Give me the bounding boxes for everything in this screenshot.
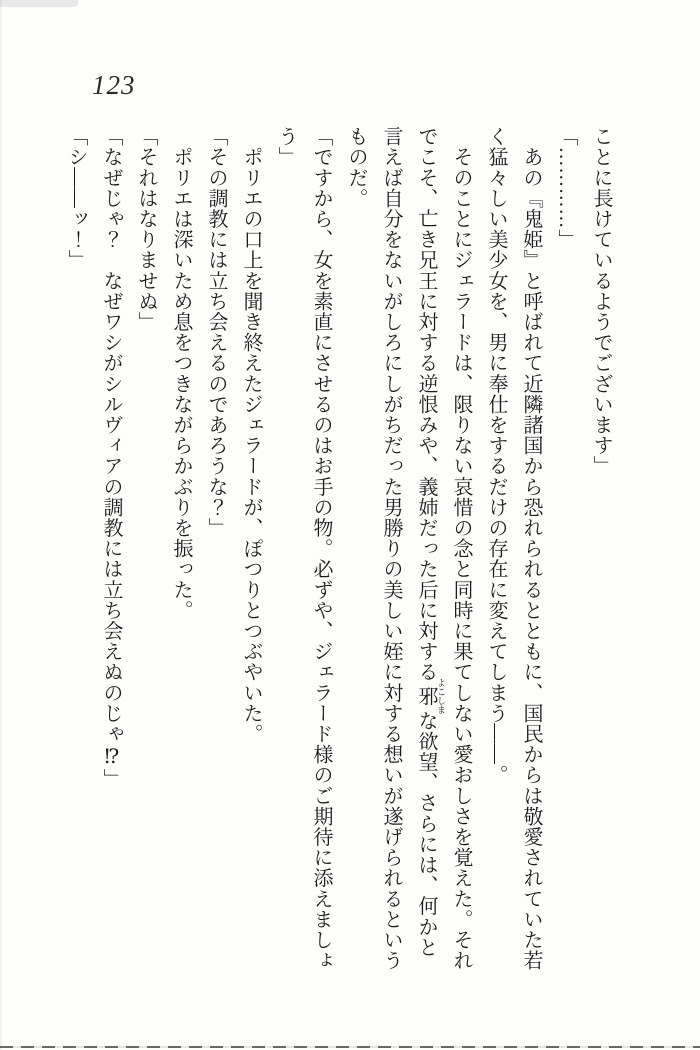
furigana-ruby: 邪 よこしま [415, 678, 446, 715]
page-bottom-edge-artifact [0, 1046, 700, 1048]
paragraph: 「その調教には立ち会えるのであろうな？」 [205, 126, 227, 538]
page-top-edge-artifact [0, 0, 78, 7]
page-number: 123 [92, 70, 136, 100]
paragraph: 「ですから、女を素直にさせるのはお手の物。必ずや、ジェラード様のご期待に添えましょう」 [275, 126, 332, 971]
text-body [56, 126, 618, 971]
paragraph: ポリエの口上を聞き終えたジェラードが、ぽつりとつぶやいた。 [240, 126, 262, 744]
page-left-edge-artifact [0, 0, 2, 1050]
paragraph: 「なぜじゃ？ なぜワシがシルヴィアの調教には立ち会えぬのじゃ⁉」 [100, 126, 122, 790]
paragraph: 「…………」 [555, 126, 577, 250]
paragraph: そのことにジェラードは、限りない哀惜の念と同時に果てしない愛おしさを覚えた。それでこそ、亡き兄王に対する逆恨みや、義姉だった后に対する邪 よこしまな欲望、さらには、何かと言えば自分をないがしろにしがちだった男勝りの美しい姪に対する想いが遂げられるというものだ。 [345, 126, 472, 971]
paragraph: ことに長けているようでございます」 [590, 126, 612, 477]
paragraph: 「シ――ッ！」 [65, 126, 87, 271]
paragraph: あの『鬼姫』と呼ばれて近隣諸国から恐れられるとともに、国民からは敬愛されていた若く猛々しい美少女を、男に奉仕をするだけの存在に変えてしまう――。 [485, 126, 542, 971]
paragraph: 「それはなりませぬ」 [135, 126, 157, 332]
paragraph: ポリエは深いため息をつきながらかぶりを振った。 [170, 126, 192, 621]
